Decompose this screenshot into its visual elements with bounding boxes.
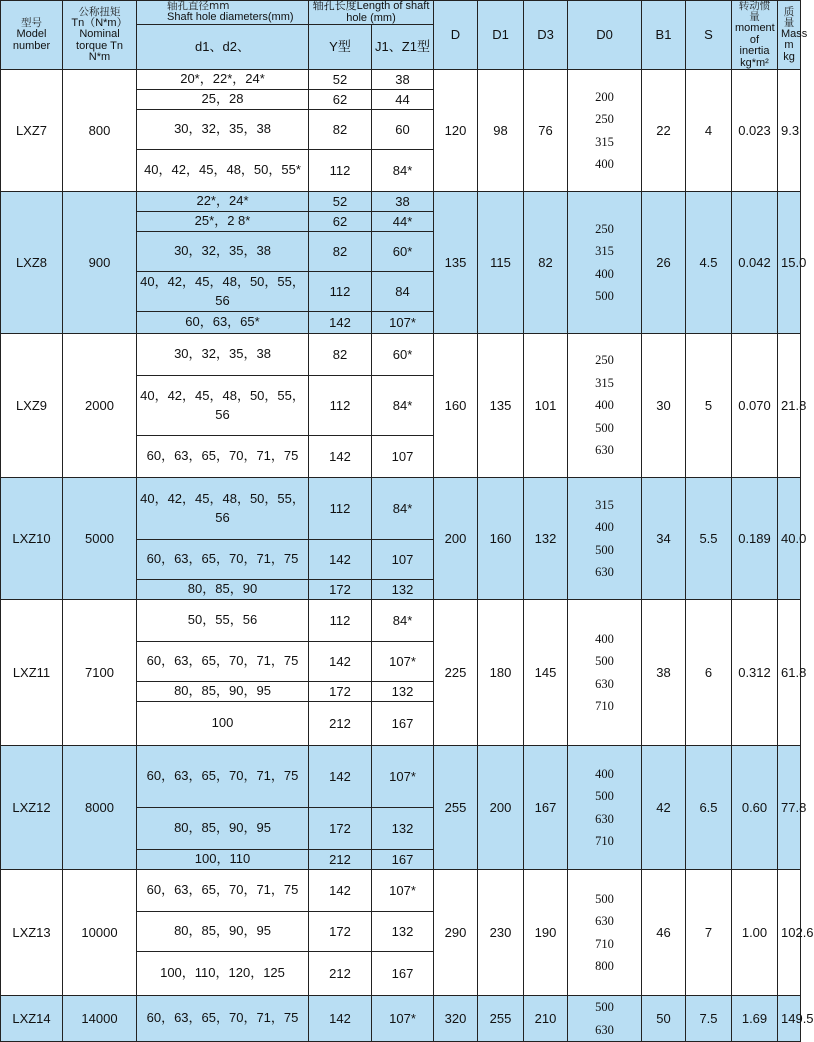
j-length-cell: 84* (372, 600, 434, 642)
j-length-cell: 167 (372, 702, 434, 746)
y-length-cell: 112 (309, 150, 372, 192)
D0-cell (568, 334, 642, 478)
j-length-cell: 107* (372, 746, 434, 808)
D0-value: 630 (595, 676, 614, 691)
y-length-cell: 82 (309, 334, 372, 376)
table-row (1, 334, 801, 376)
header-model-cn: 型号 (21, 17, 42, 30)
torque-cell: 7100 (63, 600, 137, 746)
mass-cell: 21.8 (778, 334, 801, 478)
D3-cell: 210 (524, 996, 568, 1042)
j-length-cell: 107* (372, 312, 434, 334)
header-mass-en: Mass m kg (781, 27, 808, 63)
D1-cell: 98 (478, 70, 524, 192)
y-length-cell: 112 (309, 600, 372, 642)
header-shaft-diameters (137, 1, 309, 25)
table-row (1, 870, 801, 912)
D0-value: 400 (595, 766, 614, 781)
header-inertia-en: moment of inertia kg*m² (735, 22, 775, 69)
D0-value: 400 (595, 266, 614, 281)
D0-cell (568, 192, 642, 334)
D0-value: 630 (595, 565, 614, 580)
D0-value: 400 (595, 157, 614, 172)
shaft-diameter-cell: 30，32，35，38 (137, 334, 309, 376)
y-length-cell: 172 (309, 808, 372, 850)
D0-value: 500 (595, 891, 614, 906)
D3-cell: 167 (524, 746, 568, 870)
header-torque-unit: Tn（N*m） (71, 16, 128, 29)
header-D1: D1 (478, 1, 524, 70)
D0-value: 500 (595, 542, 614, 557)
model-group-lxz14 (1, 996, 814, 1042)
header-shaft-length-text: 轴孔长度Length of shaft hole (mm) (312, 0, 430, 24)
torque-cell: 10000 (63, 870, 137, 996)
y-length-cell: 142 (309, 870, 372, 912)
D0-value: 500 (595, 289, 614, 304)
mass-cell: 102.6 (778, 870, 801, 996)
header-shaft-length (309, 1, 434, 25)
header-torque-en: Nominal torque Tn N*m (76, 28, 123, 64)
D0-value: 400 (595, 520, 614, 535)
model-cell: LXZ9 (1, 334, 63, 478)
j-length-cell: 107* (372, 642, 434, 682)
D0-cell (568, 746, 642, 870)
table-row (1, 996, 801, 1042)
j-length-cell: 38 (372, 192, 434, 212)
D1-cell: 180 (478, 600, 524, 746)
y-length-cell: 172 (309, 682, 372, 702)
D0-cell (568, 70, 642, 192)
inertia-cell: 0.023 (732, 70, 778, 192)
B1-cell: 42 (642, 746, 686, 870)
y-length-cell: 142 (309, 540, 372, 580)
table-header (1, 0, 808, 70)
header-d-sub: d1、d2、 (137, 25, 309, 70)
torque-cell: 2000 (63, 334, 137, 478)
mass-cell: 77.8 (778, 746, 801, 870)
inertia-cell: 0.60 (732, 746, 778, 870)
j-length-cell: 44 (372, 90, 434, 110)
D0-value: 315 (595, 244, 614, 259)
j-length-cell: 44* (372, 212, 434, 232)
j-length-cell: 84* (372, 150, 434, 192)
inertia-cell: 1.00 (732, 870, 778, 996)
y-length-cell: 172 (309, 580, 372, 600)
header-D0: D0 (568, 1, 642, 70)
shaft-diameter-cell: 40，42，45，48，50，55，56 (137, 478, 309, 540)
y-length-cell: 62 (309, 90, 372, 110)
shaft-diameter-cell: 80，85，90 (137, 580, 309, 600)
inertia-cell: 0.189 (732, 478, 778, 600)
header-j-type: J1、Z1型 (372, 25, 434, 70)
model-cell: LXZ13 (1, 870, 63, 996)
shaft-diameter-cell: 100 (137, 702, 309, 746)
S-cell: 7 (686, 870, 732, 996)
y-length-cell: 212 (309, 850, 372, 870)
model-cell: LXZ11 (1, 600, 63, 746)
y-length-cell: 62 (309, 212, 372, 232)
D0-value: 630 (595, 443, 614, 458)
y-length-cell: 142 (309, 312, 372, 334)
D-cell: 320 (434, 996, 478, 1042)
y-length-cell: 52 (309, 192, 372, 212)
y-length-cell: 82 (309, 110, 372, 150)
header-shaft-diam-en: Shaft hole diameters(mm) (167, 11, 294, 24)
shaft-diameter-cell: 60，63，65，70，71，75 (137, 642, 309, 682)
table-row (1, 600, 801, 642)
D1-cell: 200 (478, 746, 524, 870)
D-cell: 255 (434, 746, 478, 870)
table-row (1, 70, 801, 90)
B1-cell: 30 (642, 334, 686, 478)
j-length-cell: 107 (372, 436, 434, 478)
shaft-diameter-cell: 100，110 (137, 850, 309, 870)
j-length-cell: 132 (372, 808, 434, 850)
shaft-diameter-cell: 100，110，120，125 (137, 952, 309, 996)
shaft-diameter-cell: 25，28 (137, 90, 309, 110)
D0-value: 250 (595, 353, 614, 368)
shaft-diameter-cell: 20*，22*，24* (137, 70, 309, 90)
torque-cell: 8000 (63, 746, 137, 870)
D0-cell (568, 870, 642, 996)
table-row (1, 478, 801, 540)
D0-value: 500 (595, 789, 614, 804)
shaft-diameter-cell: 40，42，45，48，50，55，56 (137, 376, 309, 436)
shaft-diameter-cell: 25*，2 8* (137, 212, 309, 232)
D-cell: 200 (434, 478, 478, 600)
torque-cell: 5000 (63, 478, 137, 600)
S-cell: 5 (686, 334, 732, 478)
y-length-cell: 112 (309, 272, 372, 312)
B1-cell: 34 (642, 478, 686, 600)
shaft-diameter-cell: 30，32，35，38 (137, 110, 309, 150)
D0-value: 250 (595, 112, 614, 127)
D3-cell: 145 (524, 600, 568, 746)
shaft-diameter-cell: 60，63，65，70，71，75 (137, 436, 309, 478)
table-row (1, 746, 801, 808)
header-D: D (434, 1, 478, 70)
D0-value: 250 (595, 221, 614, 236)
S-cell: 6.5 (686, 746, 732, 870)
header-mass (778, 1, 808, 70)
shaft-diameter-cell: 60，63，65，70，71，75 (137, 870, 309, 912)
B1-cell: 22 (642, 70, 686, 192)
model-cell: LXZ7 (1, 70, 63, 192)
D-cell: 290 (434, 870, 478, 996)
D0-value: 630 (595, 914, 614, 929)
D1-cell: 255 (478, 996, 524, 1042)
inertia-cell: 1.69 (732, 996, 778, 1042)
header-torque-cn: 公称扭矩 (78, 5, 121, 18)
j-length-cell: 84* (372, 376, 434, 436)
mass-cell: 61.8 (778, 600, 801, 746)
D0-value: 710 (595, 699, 614, 714)
y-length-cell: 82 (309, 232, 372, 272)
model-group-lxz13 (1, 870, 814, 996)
header-shaft-diam-cn: 轴孔直径mm (167, 0, 230, 13)
j-length-cell: 132 (372, 912, 434, 952)
D0-value: 400 (595, 631, 614, 646)
j-length-cell: 38 (372, 70, 434, 90)
y-length-cell: 212 (309, 952, 372, 996)
y-length-cell: 142 (309, 642, 372, 682)
D3-cell: 82 (524, 192, 568, 334)
model-group-lxz12 (1, 746, 807, 870)
model-group-lxz8 (1, 192, 807, 334)
mass-cell: 9.3 (778, 70, 801, 192)
j-length-cell: 132 (372, 580, 434, 600)
shaft-diameter-cell: 80，85，90，95 (137, 912, 309, 952)
torque-cell: 800 (63, 70, 137, 192)
D1-cell: 135 (478, 334, 524, 478)
header-S: S (686, 1, 732, 70)
y-length-cell: 52 (309, 70, 372, 90)
y-length-cell: 142 (309, 996, 372, 1042)
j-length-cell: 167 (372, 850, 434, 870)
j-length-cell: 60 (372, 110, 434, 150)
j-length-cell: 60* (372, 334, 434, 376)
y-length-cell: 172 (309, 912, 372, 952)
D0-cell (568, 996, 642, 1042)
model-group-lxz7 (1, 70, 801, 192)
B1-cell: 26 (642, 192, 686, 334)
D0-value: 315 (595, 375, 614, 390)
inertia-cell: 0.042 (732, 192, 778, 334)
D0-value: 630 (595, 1022, 614, 1037)
D0-value: 400 (595, 398, 614, 413)
j-length-cell: 60* (372, 232, 434, 272)
j-length-cell: 167 (372, 952, 434, 996)
D0-value: 800 (595, 959, 614, 974)
D-cell: 160 (434, 334, 478, 478)
j-length-cell: 132 (372, 682, 434, 702)
table-row (1, 192, 801, 212)
D0-value: 630 (595, 811, 614, 826)
model-cell: LXZ10 (1, 478, 63, 600)
torque-cell: 900 (63, 192, 137, 334)
D0-cell (568, 600, 642, 746)
torque-cell: 14000 (63, 996, 137, 1042)
D0-value: 315 (595, 497, 614, 512)
shaft-diameter-cell: 22*，24* (137, 192, 309, 212)
D-cell: 135 (434, 192, 478, 334)
shaft-diameter-cell: 30，32，35，38 (137, 232, 309, 272)
S-cell: 4 (686, 70, 732, 192)
D-cell: 120 (434, 70, 478, 192)
model-group-lxz9 (1, 334, 807, 478)
D3-cell: 190 (524, 870, 568, 996)
D0-cell (568, 478, 642, 600)
D1-cell: 160 (478, 478, 524, 600)
shaft-diameter-cell: 80，85，90，95 (137, 682, 309, 702)
D1-cell: 115 (478, 192, 524, 334)
inertia-cell: 0.070 (732, 334, 778, 478)
shaft-diameter-cell: 60，63，65，70，71，75 (137, 540, 309, 580)
y-length-cell: 142 (309, 436, 372, 478)
D0-value: 500 (595, 420, 614, 435)
model-cell: LXZ12 (1, 746, 63, 870)
D3-cell: 101 (524, 334, 568, 478)
shaft-diameter-cell: 60，63，65* (137, 312, 309, 334)
j-length-cell: 84* (372, 478, 434, 540)
inertia-cell: 0.312 (732, 600, 778, 746)
D3-cell: 132 (524, 478, 568, 600)
header-B1: B1 (642, 1, 686, 70)
model-group-lxz10 (1, 478, 807, 600)
D3-cell: 76 (524, 70, 568, 192)
mass-cell: 15.0 (778, 192, 801, 334)
S-cell: 6 (686, 600, 732, 746)
header-mass-cn: 质量 (783, 5, 795, 29)
j-length-cell: 84 (372, 272, 434, 312)
header-inertia (732, 1, 778, 70)
header-inertia-cn: 转动惯量 (738, 0, 771, 24)
model-cell: LXZ8 (1, 192, 63, 334)
header-torque (63, 1, 137, 70)
shaft-diameter-cell: 80，85，90，95 (137, 808, 309, 850)
header-y-type: Y型 (309, 25, 372, 70)
y-length-cell: 212 (309, 702, 372, 746)
shaft-diameter-cell: 40，42，45，48，50，55，56 (137, 272, 309, 312)
S-cell: 7.5 (686, 996, 732, 1042)
D0-value: 315 (595, 134, 614, 149)
header-D3: D3 (524, 1, 568, 70)
y-length-cell: 112 (309, 478, 372, 540)
y-length-cell: 112 (309, 376, 372, 436)
D1-cell: 230 (478, 870, 524, 996)
shaft-diameter-cell: 40，42，45，48，50，55* (137, 150, 309, 192)
D-cell: 225 (434, 600, 478, 746)
j-length-cell: 107* (372, 870, 434, 912)
model-cell: LXZ14 (1, 996, 63, 1042)
S-cell: 5.5 (686, 478, 732, 600)
header-model-en: Model number (12, 28, 51, 52)
mass-cell: 149.5 (778, 996, 801, 1042)
D0-value: 500 (595, 654, 614, 669)
D0-value: 710 (595, 834, 614, 849)
B1-cell: 50 (642, 996, 686, 1042)
header-model (1, 1, 63, 70)
D0-value: 710 (595, 936, 614, 951)
S-cell: 4.5 (686, 192, 732, 334)
B1-cell: 46 (642, 870, 686, 996)
j-length-cell: 107 (372, 540, 434, 580)
D0-value: 200 (595, 89, 614, 104)
D0-value: 500 (595, 1000, 614, 1015)
shaft-diameter-cell: 60，63，65，70，71，75 (137, 746, 309, 808)
shaft-diameter-cell: 50，55，56 (137, 600, 309, 642)
mass-cell: 40.0 (778, 478, 801, 600)
y-length-cell: 142 (309, 746, 372, 808)
B1-cell: 38 (642, 600, 686, 746)
shaft-diameter-cell: 60，63，65，70，71，75 (137, 996, 309, 1042)
model-group-lxz11 (1, 600, 807, 746)
j-length-cell: 107* (372, 996, 434, 1042)
